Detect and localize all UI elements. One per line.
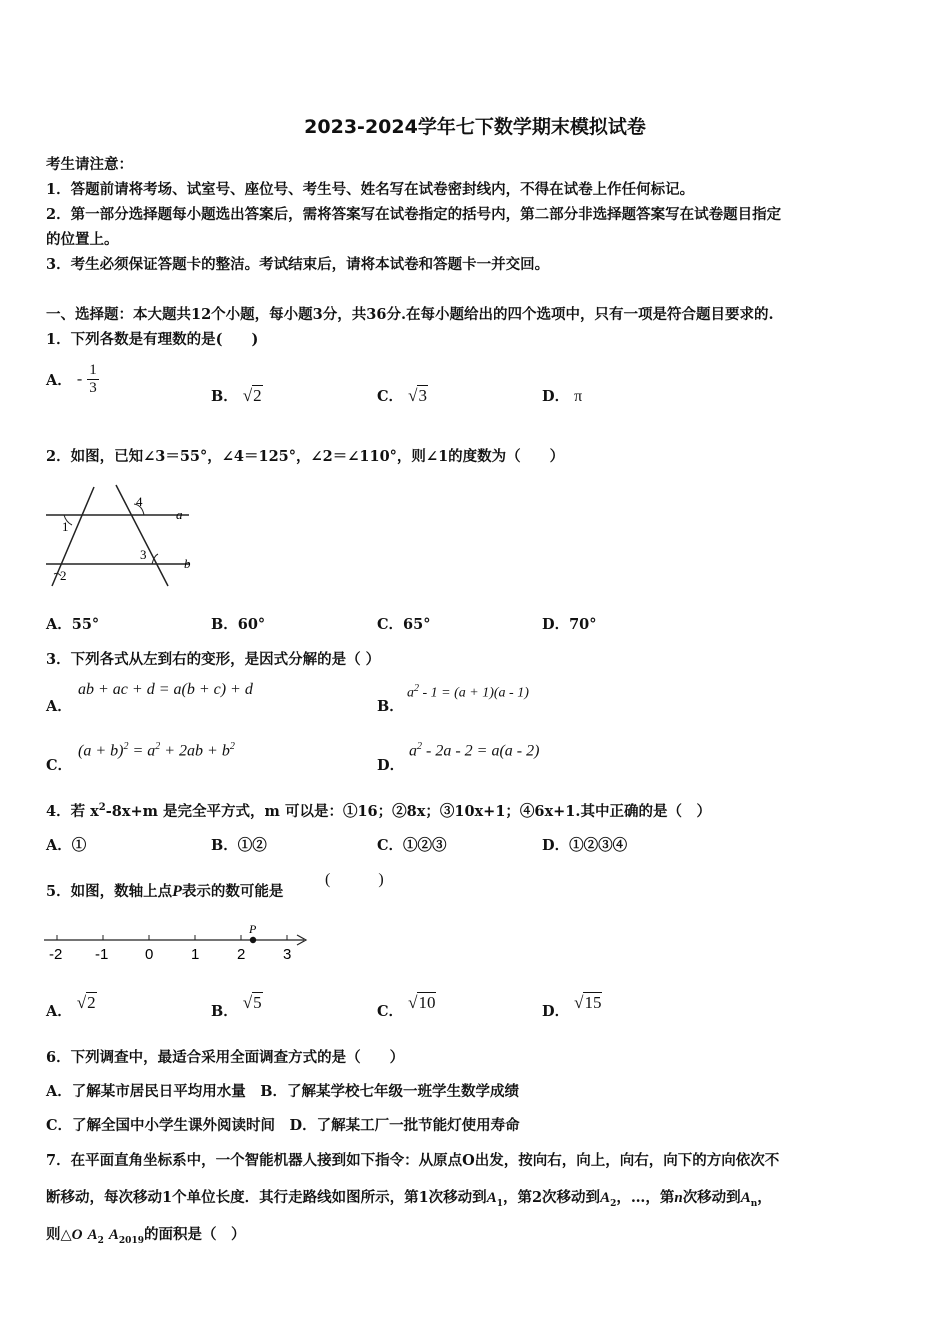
q7-line-2: 断移动，每次移动1个单位长度．其行走路线如图所示，第1次移动到$A_1$，第2次移动到$A_2$，…，第n次移动到$A_n$， — [46, 1189, 772, 1209]
q3-option-d-label: D． — [377, 757, 405, 774]
q1-option-b: B． √2 — [211, 386, 262, 405]
tick-label: -2 — [49, 946, 63, 963]
q3-option-b-expr: $a^2 - 1 = (a + 1)(a - 1)$ — [407, 683, 529, 701]
q2-option-c: C．65° — [377, 616, 431, 633]
q3-option-a-expr: ab + ac + d = a(b + c) + d — [78, 681, 253, 698]
q1-option-c: C． √3 — [377, 386, 427, 405]
q2-stem: 2．如图，已知∠3＝55°，∠4＝125°，∠2＝∠110°，则∠1的度数为（ ） — [46, 448, 565, 465]
q7-line-3: 则△O $A_2$ $A_{2019}$的面积是（ ） — [46, 1226, 246, 1246]
tick-label: 3 — [283, 946, 292, 963]
q4-option-a: A．① — [46, 837, 87, 854]
q5-option-c: C． √10 — [377, 993, 436, 1020]
q4-option-d: D．①②③④ — [542, 837, 628, 854]
q3-option-a-label: A． — [46, 698, 72, 715]
tick-label: 0 — [145, 946, 154, 963]
tick-label: 2 — [237, 946, 246, 963]
notice-item: 的位置上。 — [46, 231, 119, 248]
q4-option-c: C．①②③ — [377, 837, 447, 854]
q6-stem: 6．下列调查中，最适合采用全面调查方式的是（ ） — [46, 1049, 405, 1066]
q4-option-b: B．①② — [211, 837, 267, 854]
q3-option-c-expr: $(a + b)^2 = a^2 + 2ab + b^2$ — [78, 741, 235, 760]
q7-line-1: 7．在平面直角坐标系中，一个智能机器人接到如下指令：从原点O出发，按向右，向上，向右，向下的方向依次不 — [46, 1152, 780, 1169]
label-1: 1 — [62, 519, 69, 534]
notice-item: 1．答题前请将考场、试室号、座位号、考生号、姓名写在试卷密封线内，不得在试卷上作任何标记。 — [46, 181, 695, 198]
tick-label: 1 — [191, 946, 200, 963]
q1-option-d: D． π — [542, 388, 583, 405]
label-a: a — [176, 507, 183, 522]
q1-stem: 1．下列各数是有理数的是( ) — [46, 331, 259, 348]
page-title: 2023-2024学年七下数学期末模拟试卷 — [304, 116, 646, 138]
q2-option-b: B．60° — [211, 616, 266, 633]
tick-label: -1 — [95, 946, 109, 963]
label-4: 4 — [136, 494, 143, 509]
q6-options-line-1: A．了解某市居民日平均用水量 B．了解某学校七年级一班学生数学成绩 — [46, 1083, 520, 1100]
q1-option-a: A． - $\frac{1}{3}$ — [46, 362, 97, 396]
q5-option-b: B． √5 — [211, 993, 262, 1020]
notice-item: 3．考生必须保证答题卡的整洁。考试结束后，请将本试卷和答题卡一并交回。 — [46, 256, 550, 273]
label-b: b — [184, 556, 191, 571]
q5-option-d: D． √15 — [542, 993, 602, 1020]
point-p — [250, 937, 256, 943]
q3-option-c-label: C． — [46, 757, 73, 774]
notice-heading: 考生请注意： — [46, 156, 133, 173]
q2-option-d: D．70° — [542, 616, 597, 633]
q3-option-d-expr: $a^2 - 2a - 2 = a(a - 2)$ — [409, 741, 540, 760]
q5-stem: 5．如图，数轴上点P表示的数可能是 — [46, 883, 284, 900]
transversal-left — [52, 487, 94, 586]
point-p-label: P — [249, 922, 257, 936]
notice-item: 2．第一部分选择题每小题选出答案后，需将答案写在试卷指定的括号内，第二部分非选择题答案写在试卷题目指定 — [46, 206, 782, 223]
q5-option-a: A． √2 — [46, 993, 96, 1020]
q3-option-b-label: B． — [377, 698, 404, 715]
q4-stem: 4．若 $x^2-8x+m$ 是完全平方式，m 可以是：①16；②8x；③10x+1；④6x+1.其中正确的是（ ） — [46, 802, 711, 820]
q2-figure — [44, 482, 204, 588]
q5-number-line — [42, 922, 314, 966]
label-3: 3 — [140, 547, 147, 562]
section-heading: 一、选择题：本大题共12个小题，每小题3分，共36分.在每小题给出的四个选项中，只有一项是符合题目要求的. — [46, 306, 774, 323]
label-2: 2 — [60, 568, 67, 583]
q6-options-line-2: C．了解全国中小学生课外阅读时间 D．了解某工厂一批节能灯使用寿命 — [46, 1117, 520, 1134]
q3-stem: 3．下列各式从左到右的变形，是因式分解的是（ ） — [46, 651, 381, 668]
q5-answer-paren: ( ) — [325, 871, 384, 888]
q2-option-a: A．55° — [46, 616, 100, 633]
